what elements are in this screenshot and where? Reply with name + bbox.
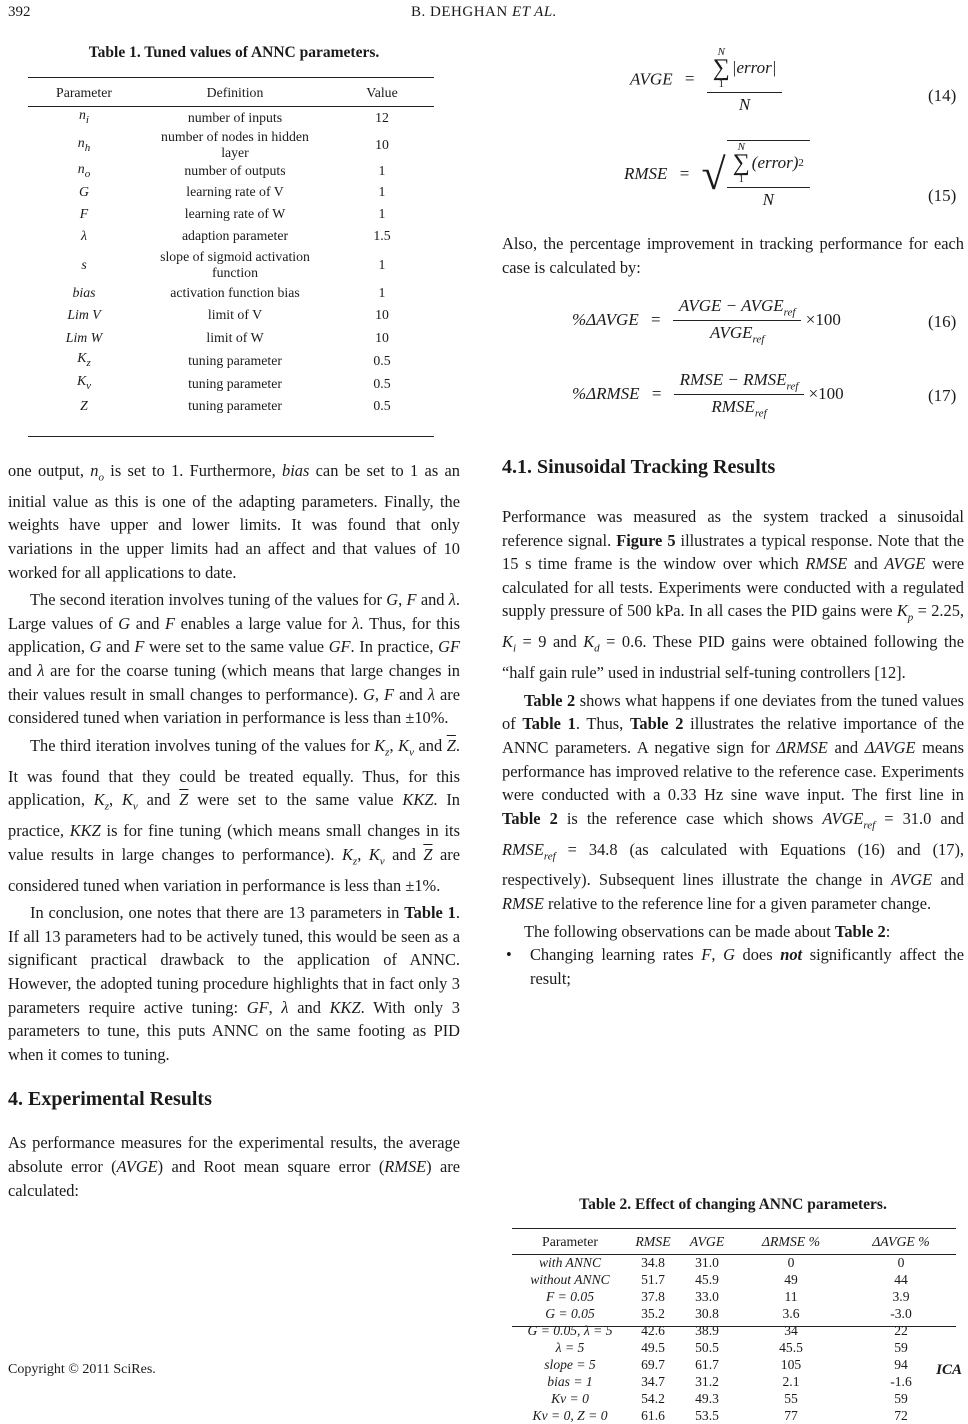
equation-15-label: (15) [928, 186, 957, 205]
table2-cell-rmse: 35.2 [641, 1306, 665, 1321]
eq14-fraction: N ∑ 1 |error| N [707, 46, 783, 115]
table1-row [28, 327, 434, 349]
table1-row [28, 248, 434, 282]
paragraph-second-iteration: The second iteration involves tuning of the values for G, F and λ. Large values of G and F enables a large value for λ. Thus, for this application, G and F were set to the same value GF. In practice, GF and λ are for the coarse tuning (which means that large changes in their values result in small changes to performance). G, F and λ are considered tuned when variation in performance is less than ±10%. [8, 590, 461, 728]
table1-cell-parameter: Lim W [65, 329, 103, 345]
table2-cell-rmse: 54.2 [641, 1391, 665, 1406]
paragraph-observations: The following observations can be made about Table 2: [524, 921, 891, 941]
table1-cell-parameter: $K_v$ [76, 373, 92, 393]
eq14-denominator: N [738, 95, 751, 114]
eq16-multiplier: ×100 [805, 309, 841, 329]
table2-cell-drmse: 49 [784, 1272, 798, 1287]
table2-cell-drmse: 55 [784, 1391, 798, 1406]
table2-cell-avge: 31.0 [695, 1255, 719, 1270]
table1-row [28, 349, 434, 373]
table2-header-drmse: ΔRMSE % [761, 1234, 821, 1249]
table2-cell-drmse: 45.5 [779, 1340, 803, 1355]
table1-cell-definition: learning rate of V [186, 184, 284, 200]
table2-cell-davge: -3.0 [890, 1306, 912, 1321]
table1-cell-parameter: G [79, 184, 89, 200]
table2-cell-davge: 0 [897, 1255, 905, 1270]
table2-header-rule [512, 1254, 956, 1255]
table2-cell-drmse: 3.6 [782, 1306, 800, 1321]
table1-cell-definition: number of outputs [184, 163, 286, 179]
table2-cell-rmse: 69.7 [641, 1357, 665, 1372]
table1-row [28, 282, 434, 304]
observations-list [502, 943, 964, 990]
table1-cell-definition: tuning parameter [188, 398, 282, 414]
equation-17: %ΔRMSE = $\frac{RMSE - RMSE_{ref}}{RMSE_{ref}}$ ×100 [572, 370, 844, 420]
table2-cell-drmse: 34 [784, 1323, 798, 1338]
table1-cell-parameter: λ [81, 228, 87, 244]
table1-cell-value: 0.5 [373, 375, 391, 391]
table2-row [512, 1271, 956, 1288]
table1-cell-value: 0.5 [373, 398, 391, 414]
equation-16-label: (16) [928, 312, 957, 331]
table1-cell-value: 1 [378, 205, 386, 221]
table1-cell-value: 0.5 [373, 352, 391, 368]
table1-cell-parameter: $K_z$ [77, 350, 91, 370]
table1-bottom-rule [28, 436, 434, 437]
table1-cell-definition: activation function bias [170, 284, 300, 300]
table2-cell-parameter: without ANNC [530, 1272, 610, 1287]
table2-cell-parameter: G = 0.05, λ = 5 [527, 1323, 613, 1338]
table1-row [28, 395, 434, 418]
table1-cell-value: 10 [375, 307, 389, 323]
table2-cell-avge: 61.7 [695, 1357, 719, 1372]
table2-cell-avge: 31.2 [695, 1374, 719, 1389]
table1-top-rule [28, 77, 434, 78]
table1-cell-definition: tuning parameter [188, 375, 282, 391]
eq14-lhs: AVGE [630, 69, 673, 89]
table1-cell-value: 10 [375, 137, 389, 152]
table1-header-value: Value [366, 85, 398, 100]
eq15-lhs: RMSE [624, 163, 668, 183]
table1-cell-parameter: s [81, 256, 87, 272]
table2-cell-avge: 38.9 [695, 1323, 719, 1338]
table2-row [512, 1356, 956, 1373]
table1-row [28, 129, 434, 161]
paragraph-table2-shows: Table 2 shows what happens if one deviates from the tuned values of Table 1. Thus, Table 2 illustrates the relative importance of the ANNC parameters. A negative sign for ΔRMSE and ΔAVGE means performance has improved relative to the reference case. Experiments were conducted with a 0.33 Hz sine wave input. The first line in Table 2 is the reference case which shows $AVGE_{ref} = 31.0$ and $RMSE_{ref} = 34.8$ (as calculated with Equations (16) and (17), respectively). Subsequent lines illustrate the change in AVGE and RMSE relative to the reference line for a given parameter change. [502, 690, 964, 914]
table2-cell-avge: 53.5 [695, 1408, 719, 1423]
table2-header-davge: ΔAVGE % [872, 1234, 930, 1249]
table1-cell-value: 1 [378, 256, 386, 272]
table2-row [512, 1373, 956, 1390]
eq17-fraction: $\frac{RMSE - RMSE_{ref}}{RMSE_{ref}}$ [674, 370, 805, 420]
table1-row [28, 161, 434, 182]
table2-cell-parameter: slope = 5 [544, 1357, 596, 1372]
table1-header-definition: Definition [206, 85, 264, 100]
table2-cell-parameter: with ANNC [538, 1255, 602, 1270]
table2-row [512, 1390, 956, 1407]
table2-cell-avge: 30.8 [695, 1306, 719, 1321]
table2-row [512, 1339, 956, 1356]
eq17-numerator: RMSE − RMSE [679, 370, 787, 389]
eq17-lhs: %ΔRMSE [572, 383, 640, 403]
table2-row [512, 1288, 956, 1305]
table2-cell-drmse: 11 [784, 1289, 798, 1304]
table2-cell-rmse: 42.6 [641, 1323, 665, 1338]
table1-caption: Table 1. Tuned values of ANNC parameters. [88, 44, 380, 61]
paragraph-also: Also, the percentage improvement in tracking performance for each case is calculated by: [502, 234, 964, 277]
eq14-numerator: |error| [731, 58, 777, 77]
table2-cell-parameter: bias = 1 [547, 1374, 593, 1389]
table2-cell-rmse: 34.8 [641, 1255, 665, 1270]
paragraph-performance: Performance was measured as the system tracked a sinusoidal reference signal. Figure 5 illustrates a typical response. Note that the 15 s time frame is the window over which RMSE and AVGE were calculated for all tests. Experiments were conducted with a regulated supply pressure of 500 kPa. In all cases the PID gains were $K_p = 2.25$, $K_i = 9$ and $K_d = 0.6$. These PID gains were obtained following the “half gain rule” used in industrial self-tuning controllers [12]. [502, 507, 965, 683]
equation-16: %ΔAVGE = $\frac{AVGE - AVGE_{ref}}{AVGE_{ref}}$ ×100 [572, 296, 841, 346]
right-column-intro [502, 232, 964, 279]
table1-row [28, 225, 434, 248]
table2-bottom-rule [512, 1326, 956, 1327]
eq16-fraction: $\frac{AVGE - AVGE_{ref}}{AVGE_{ref}}$ [673, 296, 802, 346]
eq15-fraction: N ∑ 1 (error) 2 N [727, 140, 810, 210]
eq17-denominator: RMSE [711, 397, 755, 417]
table2-cell-rmse: 34.7 [641, 1374, 665, 1389]
table2-cell-davge: 72 [894, 1408, 908, 1423]
table1-cell-parameter: bias [72, 284, 96, 300]
paragraph-performance-measures: As performance measures for the experimental results, the average absolute error (AVGE) and Root mean square error (RMSE) are calculated: [8, 1133, 460, 1200]
equation-14: AVGE = N ∑ 1 |error| N [630, 46, 782, 115]
table2-cell-avge: 45.9 [695, 1272, 719, 1287]
table2-cell-avge: 49.3 [695, 1391, 719, 1406]
table2-cell-drmse: 105 [780, 1357, 802, 1372]
page-number: 392 [8, 4, 31, 20]
table1-cell-definition: number of inputs [187, 109, 283, 125]
running-head-etal: ET AL. [511, 4, 557, 20]
table2-cell-drmse: 0 [787, 1255, 795, 1270]
footer-copyright: Copyright © 2011 SciRes. [8, 1362, 156, 1377]
paragraph-one-output: one output, $n_o$ is set to 1. Furthermore, bias can be set to 1 as an initial value as this is one of the adapting parameters. Finally, the weights have upper and lower limits. It was found that only variations in the upper limits had an affect and that values of 10 worked for all applications to date. [8, 461, 460, 582]
table1 [28, 80, 434, 418]
table2-cell-parameter: λ = 5 [555, 1340, 585, 1355]
table1-row [28, 304, 434, 327]
table2-cell-drmse: 2.1 [782, 1374, 800, 1389]
table1-cell-parameter: $n_i$ [79, 107, 89, 126]
running-head-author: B. DEHGHAN [411, 4, 508, 20]
table1-cell-value: 12 [375, 109, 389, 125]
table1-cell-parameter: $n_o$ [77, 161, 91, 180]
running-head [0, 4, 968, 21]
eq17-multiplier: ×100 [808, 383, 844, 403]
eq16-lhs: %ΔAVGE [572, 309, 639, 329]
table1-row [28, 182, 434, 203]
table1-cell-value: 1 [378, 284, 386, 300]
table1-cell-definition: tuning parameter [188, 352, 282, 368]
table2-row [512, 1322, 956, 1339]
equation-15: RMSE = √ N ∑ 1 (error) 2 N [624, 140, 810, 210]
table2-header-parameter: Parameter [542, 1234, 598, 1249]
table1-cell-definition: limit of V [207, 307, 263, 323]
table2-cell-davge: 22 [894, 1323, 908, 1338]
eq16-numerator: AVGE − AVGE [678, 296, 784, 315]
table1-header-rule [28, 106, 434, 107]
table2-caption: Table 2. Effect of changing ANNC parameters. [579, 1196, 887, 1213]
table2-header-avge: AVGE [689, 1234, 725, 1249]
table2-row [512, 1407, 956, 1424]
table1-cell-parameter: Lim V [67, 307, 101, 323]
table2-cell-parameter: Kv = 0 [551, 1391, 589, 1406]
table2-cell-avge: 33.0 [695, 1289, 719, 1304]
table2-row [512, 1305, 956, 1322]
table1-cell-definition: adaption parameter [181, 228, 289, 244]
table1-row [28, 373, 434, 395]
table1-row [28, 203, 434, 225]
eq15-numerator: (error) [751, 153, 799, 172]
table1-cell-definition: learning rate of W [184, 205, 286, 221]
right-column-text [502, 505, 964, 990]
table1-cell-parameter: F [79, 205, 89, 221]
table2-cell-davge: 59 [894, 1391, 908, 1406]
eq16-denominator: AVGE [709, 323, 753, 343]
table2-cell-davge: -1.6 [890, 1374, 912, 1389]
table2-header-rmse: RMSE [635, 1234, 671, 1249]
table2-cell-davge: 44 [894, 1272, 908, 1287]
eq15-denominator: N [762, 190, 774, 209]
table2-cell-davge: 94 [894, 1357, 908, 1372]
table2-top-rule [512, 1228, 956, 1229]
table2-cell-rmse: 51.7 [641, 1272, 665, 1287]
table1-cell-value: 1 [378, 184, 386, 200]
table2-cell-rmse: 49.5 [641, 1340, 665, 1355]
table1-cell-definition: number of nodes in hidden layer [161, 129, 309, 160]
table2-cell-drmse: 77 [784, 1408, 798, 1423]
table2-cell-avge: 50.5 [695, 1340, 719, 1355]
table2-cell-davge: 59 [894, 1340, 908, 1355]
section-4-title: 4. Experimental Results [8, 1088, 212, 1111]
table2-cell-davge: 3.9 [892, 1289, 910, 1304]
table2-cell-parameter: G = 0.05 [545, 1306, 595, 1321]
footer-journal: ICA [936, 1362, 962, 1378]
table2-row [512, 1254, 956, 1271]
table1-cell-value: 1 [378, 163, 386, 179]
section-4-1-title: 4.1. Sinusoidal Tracking Results [502, 456, 776, 478]
table2-cell-rmse: 37.8 [641, 1289, 665, 1304]
observation-bullet-1: • Changing learning rates F, G does not significantly affect the result; [506, 945, 964, 988]
table2-cell-parameter: Kv = 0, Z = 0 [532, 1408, 608, 1423]
table1-row [28, 106, 434, 129]
table2-cell-rmse: 61.6 [641, 1408, 665, 1423]
table1-cell-definition: limit of W [206, 329, 264, 345]
equation-14-label: (14) [928, 86, 957, 105]
table1-cell-definition: slope of sigmoid activation function [160, 248, 310, 280]
table1-cell-value: 1.5 [373, 228, 391, 244]
left-column-text [8, 459, 460, 1202]
table2 [512, 1230, 956, 1424]
table1-cell-value: 10 [375, 329, 389, 345]
table1-cell-parameter: Z [80, 398, 88, 414]
table1-cell-parameter: $n_h$ [77, 134, 91, 154]
table2-cell-parameter: F = 0.05 [545, 1289, 595, 1304]
table1-header-parameter: Parameter [56, 85, 112, 100]
equation-17-label: (17) [928, 386, 957, 405]
paragraph-conclusion: In conclusion, one notes that there are 13 parameters in Table 1. If all 13 parameters had to be actively tuned, this would be seen as a significant practical drawback to the application of ANNC. However, the adopted tuning procedure highlights that in fact only 3 parameters require active tuning: GF, λ and KKZ. With only 3 parameters to tune, this puts ANNC on the same footing as PID when it comes to tuning. [8, 903, 460, 1064]
paragraph-third-iteration: The third iteration involves tuning of the values for $K_z$, $K_v$ and $\overline{Z}$. It was found that they could be treated equally. Thus, for this application, $K_z$, $K_v$ and $\overline{Z}$ were set to the same value KKZ. In practice, KKZ is for fine tuning (which means small changes in its value results in large changes to performance). $K_z$, $K_v$ and $\overline{Z}$ are considered tuned when variation in performance is less than ±1%. [8, 735, 460, 895]
